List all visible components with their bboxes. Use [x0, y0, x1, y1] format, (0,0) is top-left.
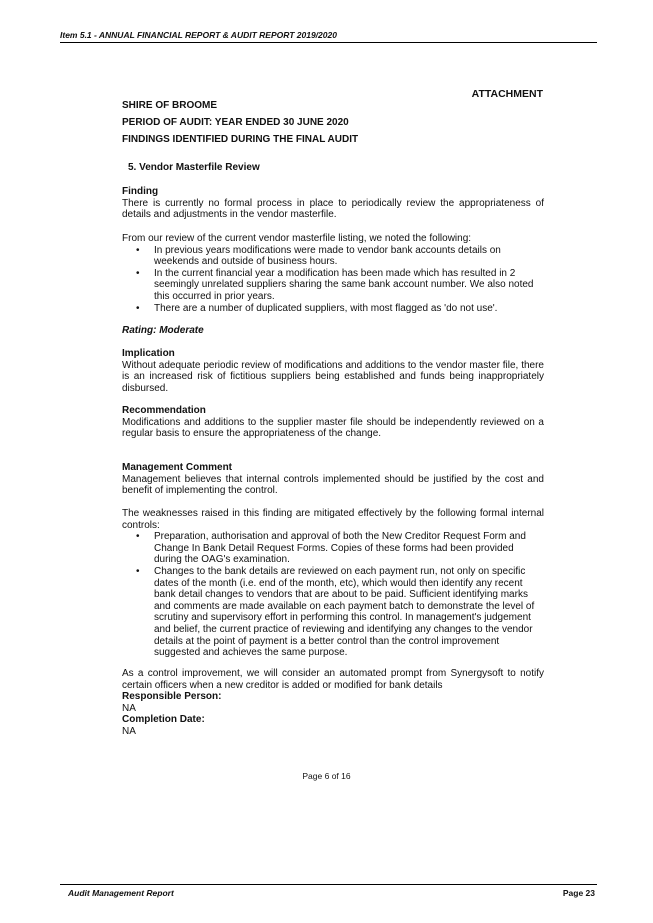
management-comment-text1: Management believes that internal controls implemented should be justified by the cost and benefit of implementing the control.: [122, 473, 544, 497]
finding-block: [122, 186, 544, 221]
header-divider: [60, 42, 597, 43]
footer-left-title: Audit Management Report: [68, 888, 174, 898]
finding-bullet-list: [122, 245, 544, 315]
management-comment-label: Management Comment: [122, 462, 233, 473]
section-title: 5. Vendor Masterfile Review: [128, 162, 260, 173]
findings-heading: FINDINGS IDENTIFIED DURING THE FINAL AUDIT: [122, 134, 359, 145]
completion-date-label: Completion Date:: [122, 714, 205, 726]
footer-divider: [60, 884, 597, 885]
review-block: [122, 233, 544, 314]
management-comment-text2: The weaknesses raised in this finding are mitigated effectively by the following formal internal controls:: [122, 508, 544, 531]
org-name: SHIRE OF BROOME: [122, 100, 218, 111]
controls-bullet-list: [122, 531, 544, 659]
rating: Rating: Moderate: [122, 325, 204, 336]
footer-page-number: Page 23: [562, 888, 595, 898]
implication-text: Without adequate periodic review of modifications and additions to the vendor master file, there is an increased risk of fictitious suppliers being established and funds being inappropriately disbursed.: [122, 359, 544, 394]
finding-label: Finding: [122, 186, 159, 197]
management-comment-block: [122, 462, 544, 497]
review-intro: From our review of the current vendor masterfile listing, we noted the following:: [122, 233, 472, 244]
attachment-label: ATTACHMENT: [471, 88, 543, 100]
document-header-title: Item 5.1 - ANNUAL FINANCIAL REPORT & AUDIT REPORT 2019/2020: [60, 30, 337, 40]
responsible-person-label: Responsible Person:: [122, 691, 222, 703]
responsible-person-value: NA: [122, 702, 136, 714]
audit-period: PERIOD OF AUDIT: YEAR ENDED 30 JUNE 2020: [122, 117, 349, 128]
list-item: • There are a number of duplicated suppliers, with most flagged as 'do not use'.: [134, 303, 544, 315]
closing-block: [122, 668, 544, 738]
implication-block: [122, 348, 544, 394]
recommendation-block: [122, 405, 544, 440]
list-item: • Preparation, authorisation and approval of both the New Creditor Request Form and Change In Bank Detail Request Forms. Copies of these forms had been provided during the OAG's examination.: [134, 531, 544, 566]
finding-text: There is currently no formal process in place to periodically review the appropriateness of details and adjustments in the vendor masterfile.: [122, 197, 544, 221]
recommendation-label: Recommendation: [122, 405, 206, 416]
management-comment-text3: As a control improvement, we will consider an automated prompt from Synergysoft to notify certain officers when a new creditor is added or modified for bank details: [122, 668, 544, 691]
list-item: • Changes to the bank details are reviewed on each payment run, not only on specific dates of the month (i.e. end of the month, etc), which would then identify any recent bank detail changes to vendors that are about to be paid. Sufficient identifying marks and comments are made available on each payment batch to demonstrate the level of scrutiny and supervisory effort in performing this control. In management's judgement and belief, the current practice of reviewing and identifying any changes to the vendor details at the point of payment is a better control than the control improvement suggested and achieves the same purpose.: [134, 566, 544, 659]
implication-label: Implication: [122, 348, 175, 359]
page-number: Page 6 of 16: [302, 771, 351, 781]
completion-date-value: NA: [122, 725, 136, 737]
list-item: • In the current financial year a modification has been made which has resulted in 2 seemingly unrelated suppliers sharing the same bank account number. We also noted this occurred in prior years.: [134, 268, 544, 303]
recommendation-text: Modifications and additions to the supplier master file should be independently reviewed on a regular basis to ensure the appropriateness of the change.: [122, 416, 544, 440]
list-item: • In previous years modifications were made to vendor bank accounts details on weekends and outside of business hours.: [134, 245, 544, 268]
controls-block: [122, 508, 544, 659]
